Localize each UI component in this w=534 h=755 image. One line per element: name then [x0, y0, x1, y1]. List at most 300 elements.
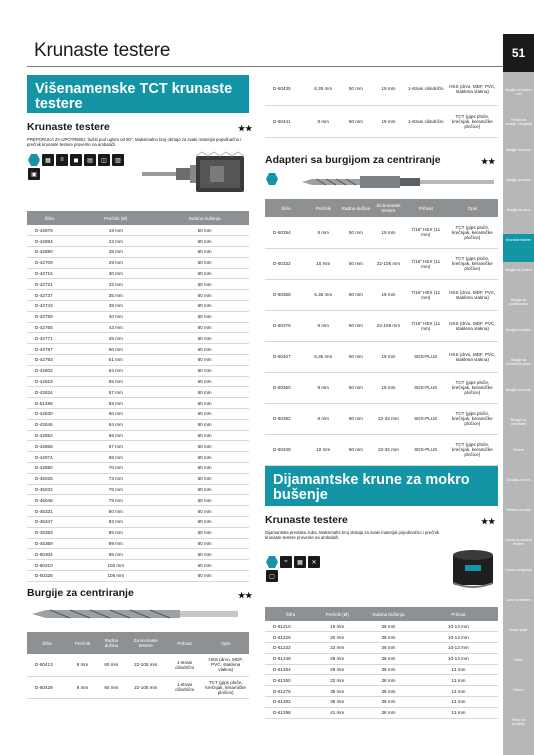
- table-cell: TCT (gips ploče, krečnjak, keramičke pločice): [447, 248, 498, 279]
- table-row: [27, 430, 249, 441]
- table-cell: 19 mm: [372, 73, 405, 105]
- table-cell: D-45048: [27, 495, 71, 506]
- table-cell: D-50413: [27, 654, 67, 676]
- table-cell: SDS-PLUS: [405, 434, 447, 465]
- table-cell: 38 mm: [358, 675, 419, 686]
- diamond-section-title: Krunaste testere: [265, 514, 348, 526]
- table-cell: 50 mm: [340, 217, 373, 248]
- left-section-title: Krunaste testere: [27, 121, 110, 133]
- table-cell: 60 mm: [160, 257, 249, 268]
- table-cell: 60 mm: [160, 344, 249, 355]
- table-row: [27, 290, 249, 301]
- table-cell: 95 mm: [71, 549, 160, 560]
- column-header: Za krunaste testere: [372, 199, 405, 217]
- table-cell: 6,35 mm: [307, 73, 340, 105]
- table-row: [265, 248, 498, 279]
- left-section-banner: Višenamenske TCT krunaste testere: [27, 75, 249, 113]
- table-cell: 7/16" HEX (11 mm): [405, 310, 447, 341]
- hex-shank-icon: [266, 556, 278, 568]
- tile-icon: ▦: [42, 154, 54, 166]
- table-cell: 1-strani cilindrični: [405, 105, 447, 137]
- table-cell: D-50382: [265, 403, 307, 434]
- table-row: [27, 344, 249, 355]
- table-cell: 60 mm: [160, 463, 249, 474]
- table-cell: D-45331: [27, 506, 71, 517]
- table-cell: 1-strani cilindrični: [167, 654, 203, 676]
- table-row: [265, 310, 498, 341]
- adapters-table: [265, 199, 498, 466]
- diamond-core-bit-image: [447, 545, 499, 591]
- table-cell: D-42818: [27, 376, 71, 387]
- table-cell: 35 mm: [71, 290, 160, 301]
- table-row: [265, 707, 498, 718]
- table-cell: D-42715: [27, 268, 71, 279]
- table-row: [27, 376, 249, 387]
- table-row: [265, 686, 498, 697]
- side-tab-19[interactable]: Četke: [514, 658, 523, 662]
- table-cell: 38 mm: [358, 621, 419, 632]
- table-cell: 50 mm: [160, 225, 249, 236]
- side-tab-17[interactable]: Lanci za testere: [506, 598, 531, 602]
- table-cell: D-50429: [27, 676, 67, 698]
- side-tab-13[interactable]: Glodala za drvo: [506, 478, 531, 482]
- table-cell: 76 mm: [71, 484, 160, 495]
- table-cell: D-42830: [27, 409, 71, 420]
- table-row: [27, 355, 249, 366]
- table-row: [265, 217, 498, 248]
- table-row: [27, 268, 249, 279]
- table-cell: 38 mm: [358, 686, 419, 697]
- table-cell: D-61248: [265, 653, 316, 664]
- table-cell: 102 mm: [71, 560, 160, 571]
- table-row: [265, 73, 498, 105]
- table-cell: 38 mm: [358, 643, 419, 654]
- table-cell: D-51488: [27, 398, 71, 409]
- table-cell: 10 mm: [307, 434, 340, 465]
- rating-stars-centering: ★★: [238, 591, 253, 600]
- table-cell: 8 mm: [307, 217, 340, 248]
- table-cell: 60 mm: [160, 236, 249, 247]
- wood-icon: ≡: [56, 154, 68, 166]
- table-cell: D-45026: [27, 473, 71, 484]
- column-header: Prečnik: [307, 199, 340, 217]
- table-cell: 60 mm: [160, 290, 249, 301]
- table-cell: SDS-PLUS: [405, 403, 447, 434]
- table-cell: 89 mm: [71, 538, 160, 549]
- side-tab-11[interactable]: Burgije za presvlake: [510, 418, 527, 426]
- side-tab-9[interactable]: Burgije za keramicke ploce: [506, 358, 531, 366]
- table-cell: 1-strani cilindrični: [405, 73, 447, 105]
- table-cell: 60 mm: [160, 430, 249, 441]
- table-cell: D-42852: [27, 430, 71, 441]
- table-row: [265, 643, 498, 654]
- column-header: Za krunaste testere: [125, 632, 167, 654]
- table-cell: D-42765: [27, 322, 71, 333]
- table-cell: D-42846: [27, 419, 71, 430]
- side-tab-6[interactable]: Burgije za plocice: [505, 268, 532, 272]
- table-cell: 30 mm: [71, 268, 160, 279]
- table-cell: 7/16" HEX (11 mm): [405, 248, 447, 279]
- diamond-note: Dijamantska prevlaka zuba. Maksimalni broj obrtaja za svaki materijal pojedinačno i prečnik krunaste testere proverite na ambalaži.: [265, 530, 439, 540]
- table-cell: 13 mm: [419, 697, 498, 708]
- table-row: [27, 452, 249, 463]
- table-cell: 10-13 mm: [419, 632, 498, 643]
- table-cell: 83 mm: [71, 517, 160, 528]
- table-cell: 70 mm: [71, 463, 160, 474]
- table-cell: 60 mm: [340, 248, 373, 279]
- table-cell: D-42824: [27, 387, 71, 398]
- table-cell: D-42759: [27, 311, 71, 322]
- column-header: Prečnik (Ø): [316, 607, 358, 621]
- tile-icon: ▦: [294, 556, 306, 568]
- table-cell: 29 mm: [316, 664, 358, 675]
- table-cell: 60 mm: [160, 484, 249, 495]
- table-cell: 40 mm: [71, 311, 160, 322]
- table-cell: D-61210: [265, 621, 316, 632]
- rating-stars-diamond: ★★: [481, 517, 496, 526]
- hole-saw-table: [27, 211, 249, 582]
- side-tab-14[interactable]: Testere za metal: [506, 508, 531, 512]
- table-cell: D-45369: [27, 538, 71, 549]
- table-cell: 79 mm: [71, 495, 160, 506]
- table-row: [27, 322, 249, 333]
- table-cell: D-50360: [265, 372, 307, 403]
- table-cell: 19 mm: [372, 279, 405, 310]
- table-row: [265, 372, 498, 403]
- side-tab-10[interactable]: Burgije za svrdlo: [505, 388, 532, 392]
- table-cell: 60 mm: [160, 452, 249, 463]
- table-row: [27, 473, 249, 484]
- table-cell: TCT (gips ploče, krečnjak, keramičke pločice): [447, 403, 498, 434]
- table-cell: 60 mm: [160, 571, 249, 582]
- table-cell: 19 mm: [71, 225, 160, 236]
- table-cell: 7/16" HEX (11 mm): [405, 217, 447, 248]
- column-header: Šifra: [27, 211, 71, 225]
- table-cell: 8 mm: [67, 676, 98, 698]
- table-cell: 7/16" HEX (11 mm): [405, 279, 447, 310]
- table-cell: 60 mm: [340, 310, 373, 341]
- table-row: [265, 403, 498, 434]
- table-cell: HSS (drvo, MDF, PVC, staklena vlakna): [447, 279, 498, 310]
- side-tab-0[interactable]: Burgije za kamen i zid: [505, 88, 532, 96]
- side-tab-21[interactable]: Pribor za punjenje: [511, 718, 526, 726]
- table-cell: 60 mm: [160, 365, 249, 376]
- table-cell: 8 mm: [307, 372, 340, 403]
- table-cell: D-50304: [27, 549, 71, 560]
- column-header: Prihvat: [405, 199, 447, 217]
- table-cell: SDS-PLUS: [405, 372, 447, 403]
- table-cell: 60 mm: [160, 517, 249, 528]
- table-cell: D-42743: [27, 301, 71, 312]
- side-tab-15[interactable]: Listovi za ubodne testere: [505, 538, 532, 546]
- table-cell: 85 mm: [71, 527, 160, 538]
- hex-shank-icon: [266, 173, 278, 185]
- table-row: [27, 279, 249, 290]
- side-tab-8[interactable]: Burgije za staklo: [506, 328, 531, 332]
- table-row: [27, 225, 249, 236]
- table-cell: 6,35 mm: [307, 279, 340, 310]
- table-cell: 25 mm: [71, 247, 160, 258]
- table-cell: 45 mm: [71, 333, 160, 344]
- table-header-row: [27, 632, 249, 654]
- table-cell: D-42787: [27, 344, 71, 355]
- table-cell: 38 mm: [358, 697, 419, 708]
- table-cell: 8 mm: [307, 403, 340, 434]
- table-cell: 10-13 mm: [419, 643, 498, 654]
- table-cell: TCT (gips ploče, krečnjak, keramičke pločice): [202, 676, 249, 698]
- plaster-icon: ▤: [84, 154, 96, 166]
- table-cell: HSS (drvo, MDF, PVC, staklena vlakna): [447, 341, 498, 372]
- table-cell: D-50354: [265, 217, 307, 248]
- table-cell: D-42737: [27, 290, 71, 301]
- table-row: [27, 257, 249, 268]
- adapter-with-bit-image: [300, 172, 498, 192]
- table-cell: D-42868: [27, 441, 71, 452]
- table-cell: 65 mm: [71, 430, 160, 441]
- table-cell: 60 mm: [160, 322, 249, 333]
- table-cell: 10-13 mm: [419, 621, 498, 632]
- column-header: Šifra: [265, 607, 316, 621]
- table-row: [27, 398, 249, 409]
- diamond-icons: [266, 556, 326, 582]
- table-cell: 19 mm: [372, 105, 405, 137]
- rating-stars-adapters: ★★: [481, 157, 496, 166]
- column-header: Prihvat: [167, 632, 203, 654]
- table-row: [265, 279, 498, 310]
- table-cell: 60 mm: [160, 560, 249, 571]
- table-row: [27, 236, 249, 247]
- table-cell: D-61226: [265, 632, 316, 643]
- table-cell: 8 mm: [307, 105, 340, 137]
- water-icon: ≈: [280, 556, 292, 568]
- fiberglass-icon: ▥: [112, 154, 124, 166]
- table-cell: 38 mm: [316, 697, 358, 708]
- table-row: [265, 434, 498, 465]
- table-cell: D-42793: [27, 355, 71, 366]
- column-header: Radna dužina: [340, 199, 373, 217]
- usage-note: PREPORUKA ZA UPOTREBU: bušiti pod uglom od 90°. Maksimalno broj obrtaja za svaki materijal pojedinačno i prečnik krunaste testere proverite na ambalaži.: [27, 137, 242, 147]
- table-cell: D-50368: [265, 279, 307, 310]
- diamond-table: [265, 607, 498, 719]
- page-title: Krunaste testere: [34, 40, 171, 61]
- table-cell: 19 mm: [372, 372, 405, 403]
- table-cell: 32 mm: [316, 675, 358, 686]
- table-cell: 38 mm: [71, 301, 160, 312]
- table-row: [265, 632, 498, 643]
- table-cell: D-61276: [265, 686, 316, 697]
- table-cell: D-42884: [27, 236, 71, 247]
- table-row: [27, 247, 249, 258]
- side-tab-5[interactable]: Krunaste testere: [503, 234, 534, 262]
- table-cell: 38 mm: [358, 653, 419, 664]
- table-cell: 60 mm: [160, 538, 249, 549]
- side-tab-20[interactable]: Noževi: [513, 688, 524, 692]
- table-cell: D-50326: [27, 571, 71, 582]
- table-cell: 19 mm: [372, 341, 405, 372]
- table-cell: D-61282: [265, 697, 316, 708]
- centering-bits-title: Burgije za centriranje: [27, 587, 134, 599]
- glass-icon: ▢: [266, 570, 278, 582]
- column-header: Šifra: [265, 199, 307, 217]
- table-cell: 50 mm: [340, 279, 373, 310]
- side-tab-bar: [503, 72, 534, 755]
- table-cell: 50 mm: [340, 73, 373, 105]
- table-cell: 60 mm: [98, 654, 125, 676]
- table-cell: 54 mm: [71, 365, 160, 376]
- table-cell: 60 mm: [160, 495, 249, 506]
- centering-drill-bit-image: [30, 607, 240, 621]
- header-divider: [27, 66, 503, 67]
- table-cell: D-45353: [27, 527, 71, 538]
- table-row: [27, 527, 249, 538]
- column-header: Opis: [202, 632, 249, 654]
- table-cell: D-42879: [27, 225, 71, 236]
- side-tab-12[interactable]: Testere: [512, 448, 525, 452]
- table-cell: D-42721: [27, 279, 71, 290]
- table-cell: 60 mm: [160, 441, 249, 452]
- table-cell: D-50376: [265, 310, 307, 341]
- table-cell: 10-13 mm: [419, 653, 498, 664]
- table-cell: D-61298: [265, 707, 316, 718]
- table-cell: 22-105 mm: [372, 310, 405, 341]
- table-row: [27, 333, 249, 344]
- table-cell: TCT (gips ploče, krečnjak, keramičke pločice): [447, 217, 498, 248]
- table-cell: D-42880: [27, 463, 71, 474]
- material-icons: [28, 154, 128, 180]
- table-cell: D-61260: [265, 675, 316, 686]
- table-cell: 60 mm: [160, 376, 249, 387]
- side-tab-18[interactable]: Brusni papir: [509, 628, 528, 632]
- table-row: [27, 517, 249, 528]
- table-header-row: [265, 199, 498, 217]
- table-cell: 16 mm: [316, 621, 358, 632]
- table-row: [265, 341, 498, 372]
- table-cell: 13 mm: [419, 664, 498, 675]
- table-cell: 60 mm: [160, 311, 249, 322]
- metal-icon: ◼: [70, 154, 82, 166]
- diamond-section-banner: Dijamantske krune za mokro bušenje: [265, 466, 498, 506]
- table-cell: 38 mm: [358, 632, 419, 643]
- table-cell: 8 mm: [67, 654, 98, 676]
- table-cell: 22-105 mm: [125, 654, 167, 676]
- table-cell: 22 mm: [316, 643, 358, 654]
- table-cell: 73 mm: [71, 473, 160, 484]
- table-row: [27, 484, 249, 495]
- table-cell: 60 mm: [160, 419, 249, 430]
- column-header: Šifra: [27, 632, 67, 654]
- centering-bits-table: [27, 632, 249, 699]
- table-cell: 8 mm: [307, 310, 340, 341]
- table-cell: 64 mm: [71, 419, 160, 430]
- table-row: [265, 675, 498, 686]
- side-tab-16[interactable]: Listovi za tigranje: [505, 568, 532, 572]
- table-cell: 22-32 mm: [372, 434, 405, 465]
- table-cell: 29 mm: [71, 257, 160, 268]
- table-row: [27, 654, 249, 676]
- table-cell: 57 mm: [71, 387, 160, 398]
- side-tab-2[interactable]: Burgije za beton: [506, 148, 531, 152]
- table-row: [27, 549, 249, 560]
- table-row: [265, 621, 498, 632]
- table-row: [265, 653, 498, 664]
- side-tab-4[interactable]: Burgije za drvo: [507, 208, 530, 212]
- table-cell: 67 mm: [71, 441, 160, 452]
- table-cell: 60 mm: [160, 279, 249, 290]
- table-cell: 13 mm: [419, 707, 498, 718]
- table-cell: 22 mm: [71, 236, 160, 247]
- hex-shank-icon: [28, 154, 40, 166]
- table-cell: 50 mm: [340, 372, 373, 403]
- adapters-title: Adapteri sa burgijom za centriranje: [265, 154, 441, 166]
- adapter-icons: [266, 173, 278, 185]
- side-tab-3[interactable]: Burgije za metal: [506, 178, 531, 182]
- plastic-icon: ◫: [98, 154, 110, 166]
- table-cell: 60 mm: [160, 268, 249, 279]
- table-row: [27, 538, 249, 549]
- table-header-row: [27, 211, 249, 225]
- table-cell: TCT (gips ploče, krečnjak, keramičke pločice): [447, 372, 498, 403]
- table-row: [27, 387, 249, 398]
- table-cell: D-50348: [265, 434, 307, 465]
- table-cell: HSS (drvo, MDF, PVC, staklena vlakna): [447, 310, 498, 341]
- table-row: [265, 664, 498, 675]
- table-cell: 60 mm: [160, 355, 249, 366]
- column-header: Prečnik (Ø): [71, 211, 160, 225]
- table-cell: 60 mm: [71, 409, 160, 420]
- page-number: 51: [503, 34, 534, 72]
- concrete-icon: ▣: [28, 168, 40, 180]
- table-cell: 55 mm: [71, 376, 160, 387]
- table-cell: D-50310: [27, 560, 71, 571]
- table-cell: D-45032: [27, 484, 71, 495]
- table-row: [27, 441, 249, 452]
- table-row: [27, 409, 249, 420]
- table-cell: 60 mm: [160, 333, 249, 344]
- table-cell: 22-105 mm: [125, 676, 167, 698]
- table-cell: 68 mm: [71, 452, 160, 463]
- table-cell: 41 mm: [316, 707, 358, 718]
- table-cell: D-42709: [27, 257, 71, 268]
- table-row: [27, 301, 249, 312]
- table-cell: D-50332: [265, 248, 307, 279]
- side-tab-1[interactable]: Prihvat za rezanje, struganje: [505, 118, 532, 126]
- table-cell: 60 mm: [160, 398, 249, 409]
- table-row: [27, 676, 249, 698]
- table-cell: 60 mm: [160, 247, 249, 258]
- table-cell: 50 mm: [340, 105, 373, 137]
- table-cell: 60 mm: [98, 676, 125, 698]
- table-cell: D-42890: [27, 247, 71, 258]
- table-cell: 60 mm: [160, 549, 249, 560]
- column-header: Prihvat: [419, 607, 498, 621]
- table-row: [27, 571, 249, 582]
- side-tab-7[interactable]: Burgije za pocinkovano: [508, 298, 529, 306]
- table-row: [27, 560, 249, 571]
- table-cell: 13 mm: [419, 675, 498, 686]
- table-cell: HSS (drvo, MDF, PVC, staklena vlakna): [202, 654, 249, 676]
- table-cell: 105 mm: [71, 571, 160, 582]
- centering-bits-table-cont: [265, 73, 498, 138]
- table-cell: 51 mm: [71, 355, 160, 366]
- table-cell: HSS (drvo, MDF, PVC, staklena vlakna): [447, 73, 498, 105]
- table-row: [27, 365, 249, 376]
- table-cell: D-50441: [265, 105, 307, 137]
- table-cell: 60 mm: [340, 403, 373, 434]
- table-cell: 60 mm: [160, 301, 249, 312]
- table-row: [27, 311, 249, 322]
- rating-stars: ★★: [238, 124, 253, 133]
- table-cell: D-50407: [265, 341, 307, 372]
